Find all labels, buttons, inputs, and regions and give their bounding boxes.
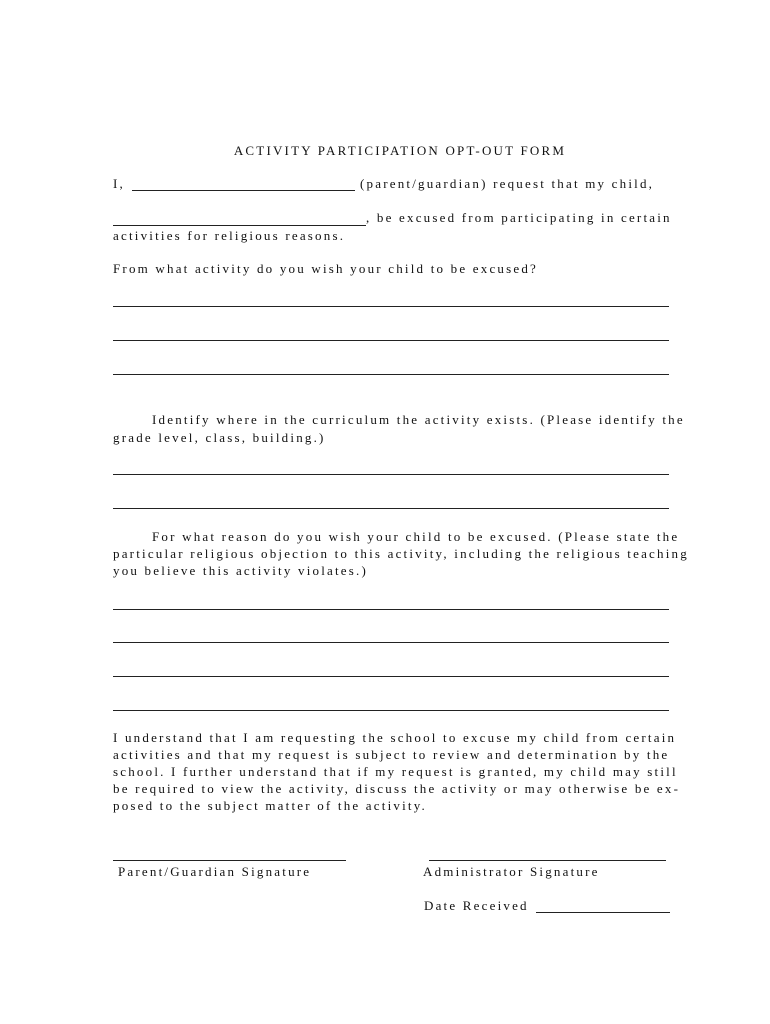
reason-answer-line-2[interactable] <box>113 642 669 643</box>
date-received-label: Date Received <box>424 898 529 913</box>
line3-text: activities for religious reasons. <box>113 228 346 243</box>
parent-signature-label: Parent/Guardian Signature <box>118 864 312 879</box>
form-title: ACTIVITY PARTICIPATION OPT-OUT FORM <box>233 143 567 158</box>
reason-answer-line-4[interactable] <box>113 710 669 711</box>
admin-signature-line[interactable] <box>429 860 666 861</box>
question-curriculum-line2: grade level, class, building.) <box>113 430 326 445</box>
statement-line-5: posed to the subject matter of the activity. <box>113 798 428 813</box>
statement-line-2: activities and that my request is subject to review and determination by the <box>113 747 670 762</box>
question-activity: From what activity do you wish your child to be excused? <box>113 261 539 276</box>
line1-suffix: (parent/guardian) request that my child, <box>360 176 655 191</box>
activity-answer-line-2[interactable] <box>113 340 669 341</box>
question-reason-line1: For what reason do you wish your child to be excused. (Please state the <box>152 529 680 544</box>
question-reason-line2: particular religious objection to this activity, including the religious teaching <box>113 546 689 561</box>
statement-line-3: school. I further understand that if my request is granted, my child may still <box>113 764 678 779</box>
line1-prefix: I, <box>113 176 125 191</box>
reason-answer-line-1[interactable] <box>113 609 669 610</box>
reason-answer-line-3[interactable] <box>113 676 669 677</box>
curriculum-answer-line-2[interactable] <box>113 508 669 509</box>
question-curriculum-line1: Identify where in the curriculum the activity exists. (Please identify the <box>152 412 685 427</box>
date-received-field[interactable] <box>536 912 670 913</box>
line2-suffix: , be excused from participating in certain <box>366 210 672 225</box>
activity-answer-line-1[interactable] <box>113 306 669 307</box>
parent-name-field[interactable] <box>132 190 355 191</box>
question-reason-line3: you believe this activity violates.) <box>113 563 369 578</box>
statement-line-4: be required to view the activity, discuss the activity or may otherwise be ex- <box>113 781 681 796</box>
curriculum-answer-line-1[interactable] <box>113 474 669 475</box>
parent-signature-line[interactable] <box>113 860 346 861</box>
statement-line-1: I understand that I am requesting the school to excuse my child from certain <box>113 730 677 745</box>
activity-answer-line-3[interactable] <box>113 374 669 375</box>
child-name-field[interactable] <box>113 225 366 226</box>
admin-signature-label: Administrator Signature <box>423 864 600 879</box>
